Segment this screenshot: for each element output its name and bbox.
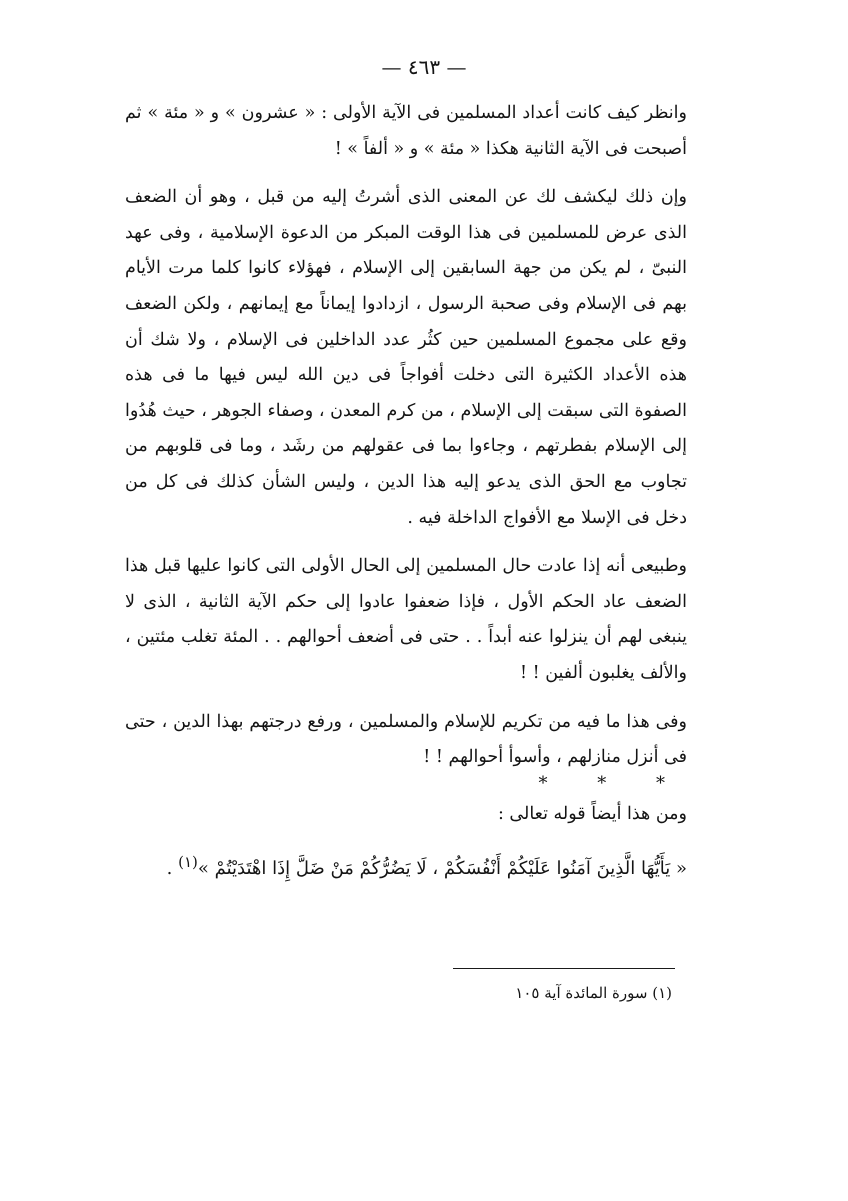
footnote-divider bbox=[453, 968, 675, 969]
verse-end: . bbox=[166, 857, 179, 879]
footnote: (١) سورة المائدة آية ١٠٥ bbox=[515, 984, 672, 1002]
paragraph-2: وإن ذلك ليكشف لك عن المعنى الذى أشرتُ إليه من قبل ، وهو أن الضعف الذى عرض للمسلمين فى هذا الوقت المبكر من الدعوة الإسلامية ، وفى عهد النبىّ ، لم يكن من جهة السابقين إلى الإسلام ، فهؤلاء كانوا كلما مرت الأيام بهم فى الإسلام وفى صحبة الرسول ، ازدادوا إيماناً مع إيمانهم ، ولكن الضعف وقع على مجموع المسلمين حين كثُر عدد الداخلين فى الإسلام ، ولا شك أن هذه الأعداد الكثيرة التى دخلت أفواجاً فى دين الله ليس فيها ما فى هذه الصفوة التى سبقت إلى الإسلام ، من كرم المعدن ، وصفاء الجوهر ، حيث هُدُوا إلى الإسلام بفطرتهم ، وجاءوا بما فى عقولهم من رشَد ، وما فى قلوبهم من تجاوب مع الحق الذى يدعو إليه هذا الدين ، وليس الشأن كذلك فى كل من دخل فى الإسلا مع الأفواج الداخلة فيه . bbox=[125, 187, 687, 528]
verse-text: « يَأَيُّهَا الَّذِينَ آمَنُوا عَلَيْكُمْ أَنْفُسَكُمْ ، لَا يَضُرُّكُمْ مَنْ ضَلَّ إِذَا اهْتَدَيْتُمْ » bbox=[197, 857, 687, 879]
paragraph-1: وانظر كيف كانت أعداد المسلمين فى الآية الأولى : « عشرون » و « مئة » ثم أصبحت فى الآية الثانية هكذا « مئة » و « ألفاً » ! bbox=[125, 103, 687, 159]
section-separator: * * * bbox=[538, 772, 687, 794]
body-text bbox=[125, 96, 687, 889]
verse-intro: ومن هذا أيضاً قوله تعالى : bbox=[497, 803, 687, 824]
footnote-reference: (١) bbox=[178, 852, 198, 871]
quranic-verse bbox=[125, 842, 687, 889]
paragraph-4: وفى هذا ما فيه من تكريم للإسلام والمسلمين ، ورفع درجتهم بهذا الدين ، حتى فى أنزل منازلهم ، وأسوأ أحوالهم ! ! bbox=[125, 711, 687, 768]
paragraph-3: وطبيعى أنه إذا عادت حال المسلمين إلى الحال الأولى التى كانوا عليها قبل هذا الضعف عاد الحكم الأول ، فإذا ضعفوا عادوا إلى حكم الآية الثانية ، الذى لا ينبغى لهم أن ينزلوا عنه أبداً . . حتى فى أضعف أحوالهم . . المئة تغلب مئتين ، والألف يغلبون ألفين ! ! bbox=[125, 556, 687, 683]
page-number: — ٤٦٣ — bbox=[381, 55, 467, 79]
